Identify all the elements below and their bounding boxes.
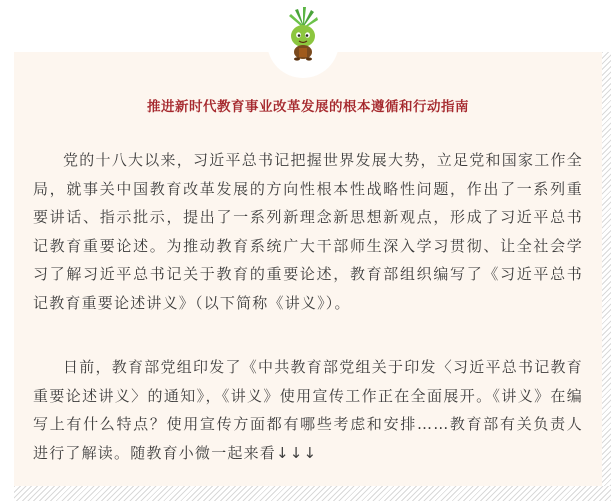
green-sprout-mascot-icon <box>283 6 323 62</box>
hatch-border-right <box>602 52 611 501</box>
article-paragraph-2: 日前，教育部党组印发了《中共教育部党组关于印发〈习近平总书记教育重要论述讲义〉的通知》，《讲义》使用宣传工作正在全面展开。《讲义》在编写上有什么特点？使用宣传方面都有哪些考虑和安排……教育部有关负责人进行了解读。随教育小微一起来看↓↓↓ <box>33 358 583 462</box>
article-title: 推进新时代教育事业改革发展的根本遵循和行动指南 <box>147 99 469 115</box>
article-paragraph-1: 党的十八大以来，习近平总书记把握世界发展大势，立足党和国家工作全局，就事关中国教育改革发展的方向性根本性战略性问题，作出了一系列重要讲话、指示批示，提出了一系列新理念新思想新观点，形成了习近平总书记教育重要论述。为推动教育系统广大干部师生深入学习贯彻、让全社会学习了解习近平总书记关于教育的重要论述，教育部组织编写了《习近平总书记教育重要论述讲义》（以下简称《讲义》）。 <box>33 151 583 312</box>
hatch-border-bottom <box>14 486 611 501</box>
